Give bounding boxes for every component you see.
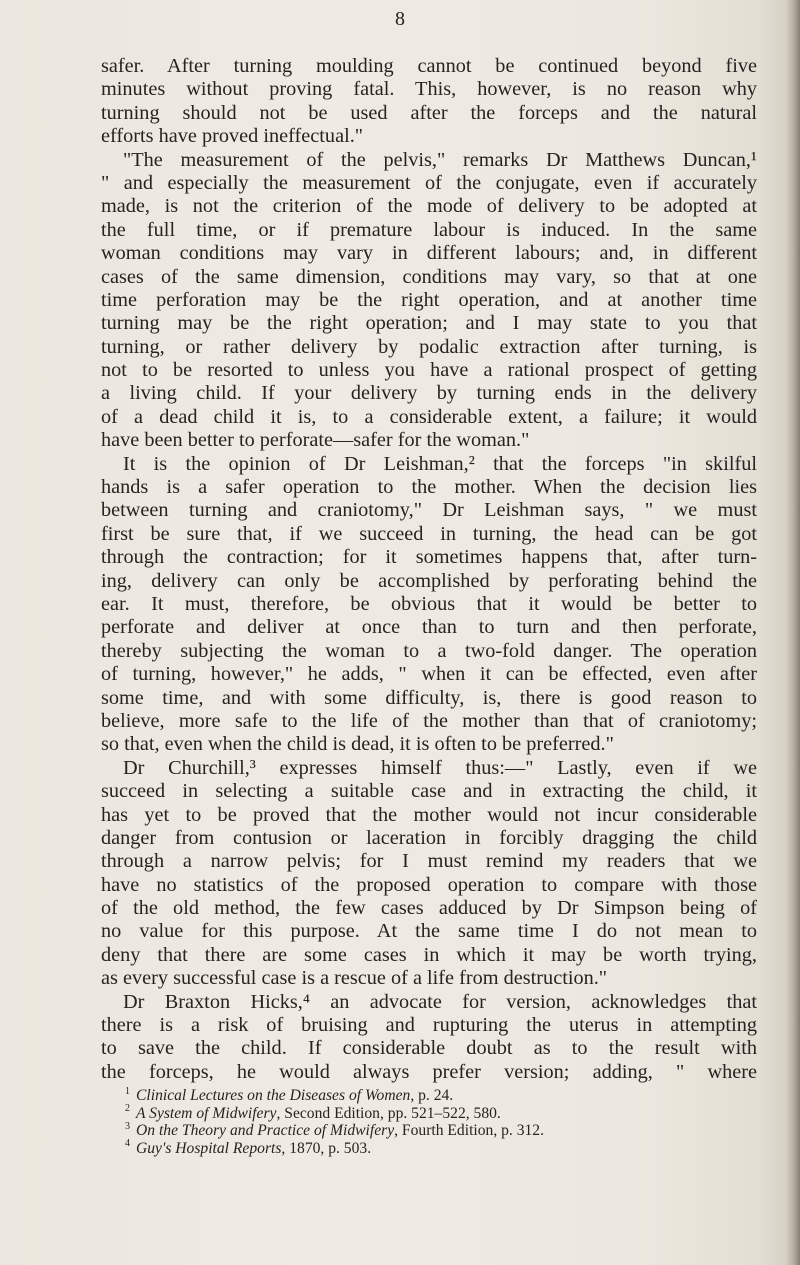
footnote-number: 2 <box>125 1103 130 1115</box>
text-line: safer. After turning moulding cannot be continued beyond five <box>101 55 757 77</box>
text-line: has yet to be proved that the mother would not incur considerable <box>101 803 757 826</box>
footnote-title: On the Theory and Practice of Midwifery <box>136 1122 395 1139</box>
footnote-number: 1 <box>125 1085 130 1097</box>
text-line: there is a risk of bruising and rupturing the uterus in attempting <box>101 1014 757 1037</box>
footnote-number: 3 <box>125 1120 130 1132</box>
text-line: Dr Churchill,³ expresses himself thus:—" Lastly, even if we <box>123 756 757 779</box>
text-line: the full time, or if premature labour is induced. In the same <box>101 218 757 241</box>
footnote <box>101 1087 757 1105</box>
text-line: " and especially the measurement of the conjugate, even if accurately <box>101 171 757 194</box>
text-line: of the old method, the few cases adduced by Dr Simpson being of <box>101 897 757 920</box>
text-line: cases of the same dimension, conditions may vary, so that at one <box>101 265 757 288</box>
text-line: believe, more safe to the life of the mother than that of craniotomy; <box>101 709 757 732</box>
text-line: danger from contusion or laceration in forcibly dragging the child <box>101 826 757 849</box>
text-line: between turning and craniotomy," Dr Leishman says, " we must <box>101 499 757 522</box>
text-line: have been better to perforate—safer for the woman." <box>101 429 530 452</box>
text-line: time perforation may be the right operation, and at another time <box>101 288 757 311</box>
footnote-title: A System of Midwifery <box>136 1104 277 1122</box>
text-line: first be sure that, if we succeed in turning, the head can be got <box>101 522 757 545</box>
text-line: have no statistics of the proposed operation to compare with those <box>101 873 757 896</box>
text-line: made, is not the criterion of the mode of delivery to be adopted at <box>101 195 757 218</box>
text-line: of turning, however," he adds, " when it can be effected, even after <box>101 663 757 686</box>
text-line: no value for this purpose. At the same time I do not mean to <box>101 920 757 943</box>
text-line: turning may be the right operation; and I may state to you that <box>101 312 757 335</box>
text-line: succeed in selecting a suitable case and in extracting the child, it <box>101 780 757 803</box>
text-line: perforate and deliver at once than to turn and then perforate, <box>101 616 757 639</box>
footnote-number: 4 <box>125 1138 130 1150</box>
text-line: turning should not be used after the forceps and the natural <box>101 101 757 124</box>
text-line: efforts have proved ineffectual." <box>101 125 364 148</box>
text-line: ing, delivery can only be accomplished by perforating behind the <box>101 569 757 592</box>
text-line: not to be resorted to unless you have a rational prospect of getting <box>101 359 757 382</box>
footnote-title: Guy's Hospital Reports <box>136 1139 282 1157</box>
body-text <box>101 55 757 1084</box>
text-line: as every successful case is a rescue of a life from destruction." <box>101 967 608 990</box>
text-line: of a dead child it is, to a considerable extent, a failure; it would <box>101 405 757 428</box>
text-line: so that, even when the child is dead, it is often to be preferred." <box>101 733 614 756</box>
footnote-citation: , Fourth Edition, p. 312. <box>394 1122 545 1139</box>
footnotes <box>101 1087 757 1157</box>
text-line: woman conditions may vary in different labours; and, in different <box>101 242 757 265</box>
footnote <box>101 1140 757 1158</box>
text-line: to save the child. If considerable doubt as to the result with <box>101 1037 757 1060</box>
text-line: It is the opinion of Dr Leishman,² that the forceps "in skilful <box>123 452 757 475</box>
text-line: some time, and with some difficulty, is, there is good reason to <box>101 686 757 709</box>
text-line: turning, or rather delivery by podalic extraction after turning, is <box>101 335 757 358</box>
text-line: hands is a safer operation to the mother. When the decision lies <box>101 476 757 499</box>
footnote-title: Clinical Lectures on the Diseases of Women <box>136 1087 411 1104</box>
text-line: through a narrow pelvis; for I must remind my readers that we <box>101 850 757 873</box>
text-line: through the contraction; for it sometimes happens that, after turn- <box>101 546 757 569</box>
footnote <box>101 1105 757 1123</box>
text-line: a living child. If your delivery by turning ends in the delivery <box>101 382 757 405</box>
text-line: deny that there are some cases in which it may be worth trying, <box>101 943 757 966</box>
text-line: "The measurement of the pelvis," remarks Dr Matthews Duncan,¹ <box>123 148 757 171</box>
footnote-citation: , Second Edition, pp. 521–522, 580. <box>276 1104 501 1122</box>
footnote-citation: , 1870, p. 503. <box>281 1139 372 1157</box>
text-line: ear. It must, therefore, be obvious that it would be better to <box>101 592 757 615</box>
text-line: minutes without proving fatal. This, however, is no reason why <box>101 78 757 101</box>
page-edge-shadow <box>786 0 800 1265</box>
footnote-citation: , p. 24. <box>410 1087 454 1104</box>
text-line: the forceps, he would always prefer version; adding, " where <box>101 1060 757 1083</box>
page-number: 8 <box>395 8 405 30</box>
footnote <box>101 1122 757 1140</box>
text-line: Dr Braxton Hicks,⁴ an advocate for version, acknowledges that <box>123 990 757 1013</box>
text-line: thereby subjecting the woman to a two-fold danger. The operation <box>101 639 757 662</box>
